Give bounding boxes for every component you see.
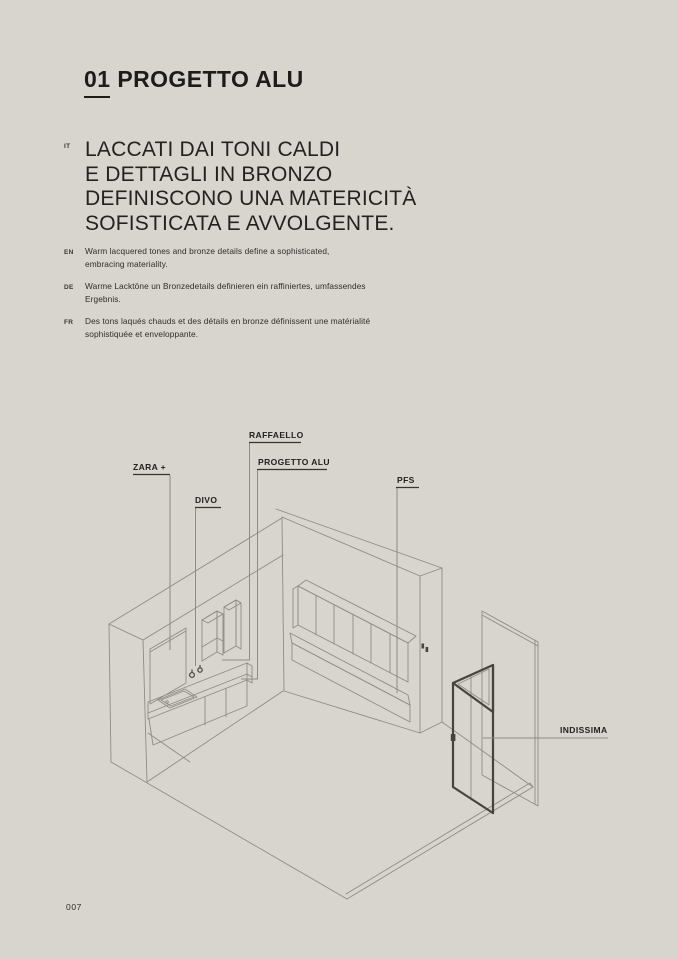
- callout-indissima-label: INDISSIMA: [560, 725, 608, 735]
- counter-right-end-edge: [247, 674, 252, 677]
- bench-front-face: [292, 643, 410, 722]
- floor-back-right-edge: [442, 722, 533, 787]
- shower-frame-bottom-rail: [453, 787, 493, 813]
- floor-front-left-edge: [111, 762, 347, 899]
- right-wall-near-top-edge: [282, 517, 420, 576]
- wall-unit-left-end: [293, 586, 298, 628]
- left-wall-inner-top-edge: [143, 555, 283, 640]
- sink-inner-rim: [161, 691, 194, 706]
- right-wall-far-top-edge: [276, 509, 442, 568]
- right-wall-end-bottom: [420, 722, 442, 733]
- right-wall-end-top: [420, 568, 442, 576]
- counter-front-top-edge: [148, 674, 247, 713]
- lang-label-it: IT: [64, 143, 71, 150]
- bench-top-face: [290, 633, 410, 705]
- corner-vertical: [282, 517, 284, 691]
- left-wall-base: [147, 691, 283, 782]
- counter-right-end-face: [247, 663, 252, 683]
- shower-frame-top-triangle: [453, 665, 493, 712]
- lang-label-de: DE: [64, 284, 74, 291]
- sink-drain: [166, 701, 169, 704]
- lang-label-en: EN: [64, 249, 74, 256]
- right-wall-base: [284, 691, 420, 733]
- headline-line: LACCATI DAI TONI CALDI: [85, 138, 341, 161]
- shower-back-panel: [482, 611, 538, 806]
- left-wall-end-outer-vertical: [109, 624, 111, 762]
- faucets: [190, 665, 203, 677]
- lang-label-fr: FR: [64, 319, 74, 326]
- callout-underlines: [133, 443, 419, 508]
- cabinet-a-shelf-line: [202, 638, 223, 647]
- callout-zara-plus-label: ZARA +: [133, 462, 167, 472]
- cabinet-b-side: [236, 600, 241, 649]
- chapter-title: PROGETTO ALU: [117, 66, 304, 92]
- floor-front-right-edge-inner: [346, 783, 533, 894]
- vanity-side-line: [148, 733, 190, 762]
- faucet-icon: [190, 673, 195, 678]
- wall-hook-icon: [422, 644, 425, 649]
- left-wall-end-inner-vertical: [143, 640, 147, 782]
- paragraph-line: embracing materiality.: [85, 259, 168, 269]
- paragraph-line: Des tons laqués chauds et des détails en bronze définissent une matérialité: [85, 316, 371, 326]
- paragraph-line: Warm lacquered tones and bronze details define a sophisticated,: [85, 246, 330, 256]
- paragraph-line: sophistiquée et enveloppante.: [85, 329, 199, 339]
- left-wall-end-top: [109, 624, 143, 640]
- room-wireframe: [109, 509, 538, 899]
- callout-raffaello-label: RAFFAELLO: [249, 430, 304, 440]
- shower-back-panel-top-inner: [482, 615, 538, 646]
- cabinet-a-side: [217, 611, 223, 655]
- page-number: 007: [66, 902, 82, 912]
- callout-progetto-alu-label: PROGETTO ALU: [258, 457, 330, 467]
- faucet-icon: [198, 668, 202, 672]
- wall-hook-icon: [426, 647, 429, 652]
- paragraph-line: Ergebnis.: [85, 294, 121, 304]
- shower-frame: [453, 665, 493, 813]
- chapter-number: 01: [84, 66, 110, 98]
- headline-line: E DETTAGLI IN BRONZO: [85, 162, 333, 186]
- floor-front-right-edge: [347, 787, 533, 899]
- headline-line: DEFINISCONO UNA MATERICITÀ: [85, 187, 417, 210]
- mirror-top-inner-edge: [150, 631, 186, 652]
- paragraph-line: Warme Lacktöne un Bronzedetails definieren ein raffiniertes, umfassendes: [85, 281, 366, 291]
- callout-pfs-label: PFS: [397, 475, 415, 485]
- shower-door-handle: [451, 734, 456, 741]
- callout-divo-label: DIVO: [195, 495, 218, 505]
- headline-line: SOFISTICATA E AVVOLGENTE.: [85, 211, 395, 235]
